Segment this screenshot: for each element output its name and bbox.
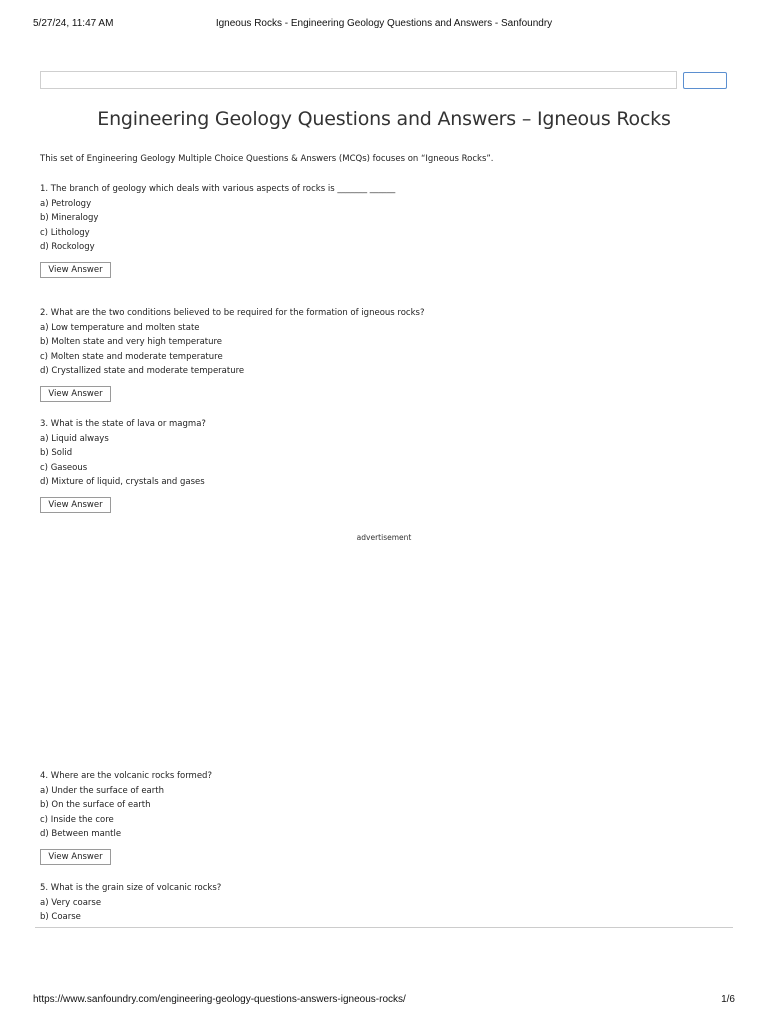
search-button[interactable]	[683, 72, 727, 89]
option-b: b) Mineralogy	[40, 213, 99, 224]
option-b: b) On the surface of earth	[40, 800, 151, 811]
question-block	[40, 881, 221, 925]
option-c: c) Inside the core	[40, 814, 114, 825]
page-divider	[35, 927, 733, 928]
search-input[interactable]	[40, 71, 677, 89]
view-answer-button[interactable]: View Answer	[40, 386, 111, 402]
view-answer-button[interactable]: View Answer	[40, 849, 111, 865]
option-a: a) Very coarse	[40, 897, 102, 908]
option-d: d) Crystallized state and moderate temperature	[40, 366, 245, 377]
question-block	[40, 769, 212, 865]
print-datetime: 5/27/24, 11:47 AM	[33, 18, 114, 29]
option-a: a) Petrology	[40, 198, 92, 209]
option-b: b) Solid	[40, 448, 73, 459]
option-c: c) Molten state and moderate temperature	[40, 351, 223, 362]
question-block	[40, 417, 206, 513]
option-b: b) Coarse	[40, 912, 81, 923]
option-d: d) Mixture of liquid, crystals and gases	[40, 477, 205, 488]
page-title: Engineering Geology Questions and Answers – Igneous Rocks	[97, 108, 671, 130]
option-b: b) Molten state and very high temperature	[40, 337, 223, 348]
option-c: c) Gaseous	[40, 462, 88, 473]
view-answer-button[interactable]: View Answer	[40, 262, 111, 278]
option-a: a) Under the surface of earth	[40, 785, 164, 796]
print-page-number: 1/6	[721, 994, 735, 1005]
print-url: https://www.sanfoundry.com/engineering-geology-questions-answers-igneous-rocks/	[33, 994, 406, 1005]
option-c: c) Lithology	[40, 227, 90, 238]
print-document-title: Igneous Rocks - Engineering Geology Questions and Answers - Sanfoundry	[215, 18, 553, 29]
print-header	[33, 18, 735, 32]
question-text: 3. What is the state of lava or magma?	[40, 419, 206, 429]
question-block	[40, 306, 424, 402]
option-a: a) Liquid always	[40, 433, 109, 444]
view-answer-button[interactable]: View Answer	[40, 497, 111, 513]
question-text: 2. What are the two conditions believed to be required for the formation of igneous rocks?	[40, 308, 425, 318]
question-text: 4. Where are the volcanic rocks formed?	[40, 771, 212, 781]
option-a: a) Low temperature and molten state	[40, 322, 200, 333]
option-d: d) Between mantle	[40, 829, 122, 840]
intro-text: This set of Engineering Geology Multiple Choice Questions & Answers (MCQs) focuses on “Igneous Rocks”.	[40, 154, 494, 164]
question-text: 1. The branch of geology which deals with various aspects of rocks is _______ ______	[40, 184, 396, 194]
question-block	[40, 182, 395, 278]
print-footer	[33, 994, 735, 1008]
question-text: 5. What is the grain size of volcanic rocks?	[40, 883, 222, 893]
advertisement-label: advertisement	[356, 533, 412, 542]
option-d: d) Rockology	[40, 242, 95, 253]
